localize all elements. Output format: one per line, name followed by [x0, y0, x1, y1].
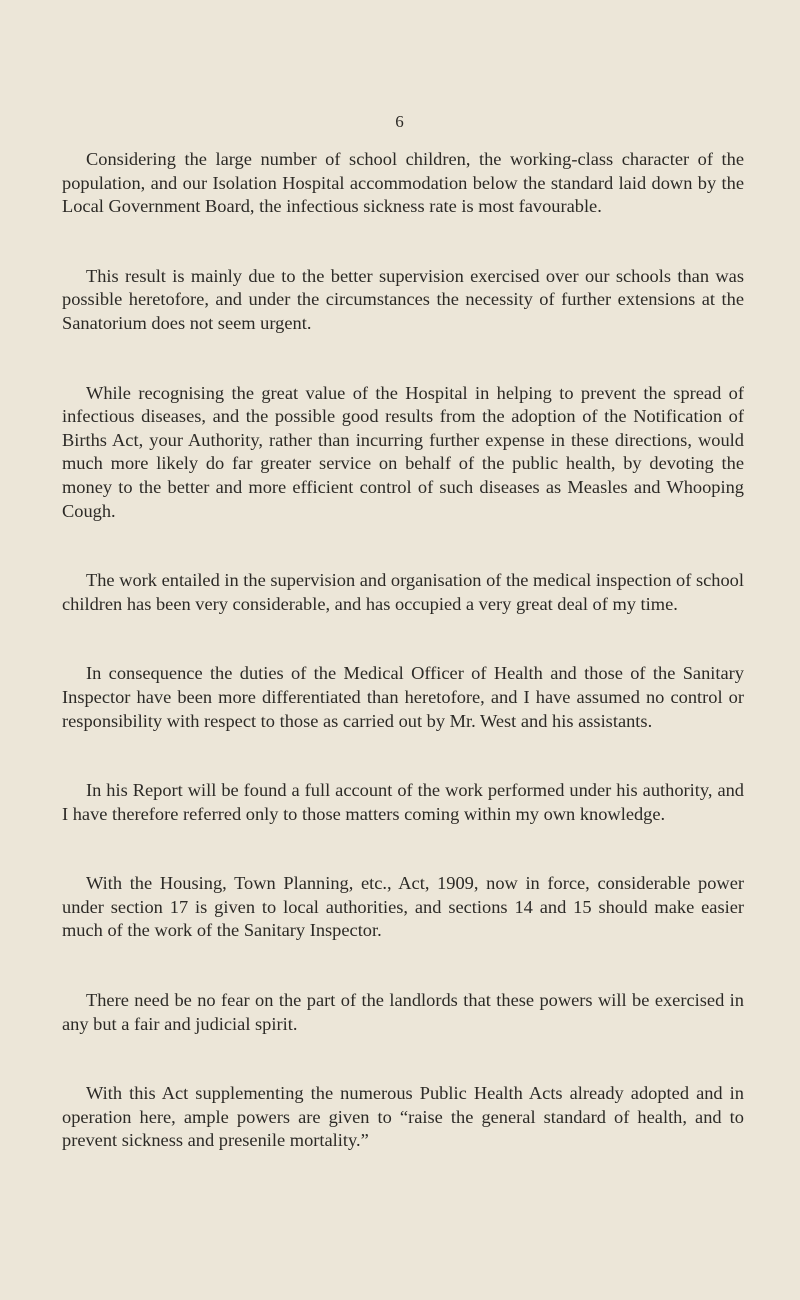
paragraph-school-supervision: This result is mainly due to the better supervision exercised over our schools than was possible heretofore, and under the circumstances the necessity of further extensions at the Sanatorium does not seem urgent. [62, 265, 744, 333]
paragraph-duties-differentiated: In consequence the duties of the Medical Officer of Health and those of the Sanitary Inspector have been more differentiated than heretofore, and I have assumed no control or responsibility with respect to those as carried out by Mr. West and his assistants. [62, 663, 744, 731]
paragraph-landlords: There need be no fear on the part of the landlords that these powers will be exercised in any but a fair and judicial spirit. [62, 990, 744, 1034]
paragraph-housing-act: With the Housing, Town Planning, etc., Act, 1909, now in force, considerable power under section 17 is given to local authorities, and sections 14 and 15 should make easier much of the work of the Sanitary Inspector. [62, 873, 744, 941]
body-text [62, 148, 744, 1199]
page-number: 6 [395, 112, 405, 131]
paragraph-hospital-value: While recognising the great value of the Hospital in helping to prevent the spread of infectious diseases, and the possible good results from the adoption of the Notification of Births Act, your Authority, rather than incurring further expense in these directions, would much more likely do far greater service on behalf of the public health, by devoting the money to the better and more efficient control of such diseases as Measles and Whooping Cough. [62, 382, 744, 521]
paragraph-public-health-acts: With this Act supplementing the numerous Public Health Acts already adopted and in operation here, ample powers are given to “raise the general standard of health, and to prevent sickness and presenile mortality.” [62, 1083, 744, 1151]
paragraph-medical-inspection: The work entailed in the supervision and organisation of the medical inspection of school children has been very considerable, and has occupied a very great deal of my time. [62, 570, 744, 614]
paragraph-sickness-rate: Considering the large number of school children, the working-class character of the population, and our Isolation Hospital accommodation below the standard laid down by the Local Government Board, the infectious sickness rate is most favourable. [62, 149, 744, 217]
paragraph-report-account: In his Report will be found a full account of the work performed under his authority, and I have therefore referred only to those matters coming within my own knowledge. [62, 780, 744, 824]
